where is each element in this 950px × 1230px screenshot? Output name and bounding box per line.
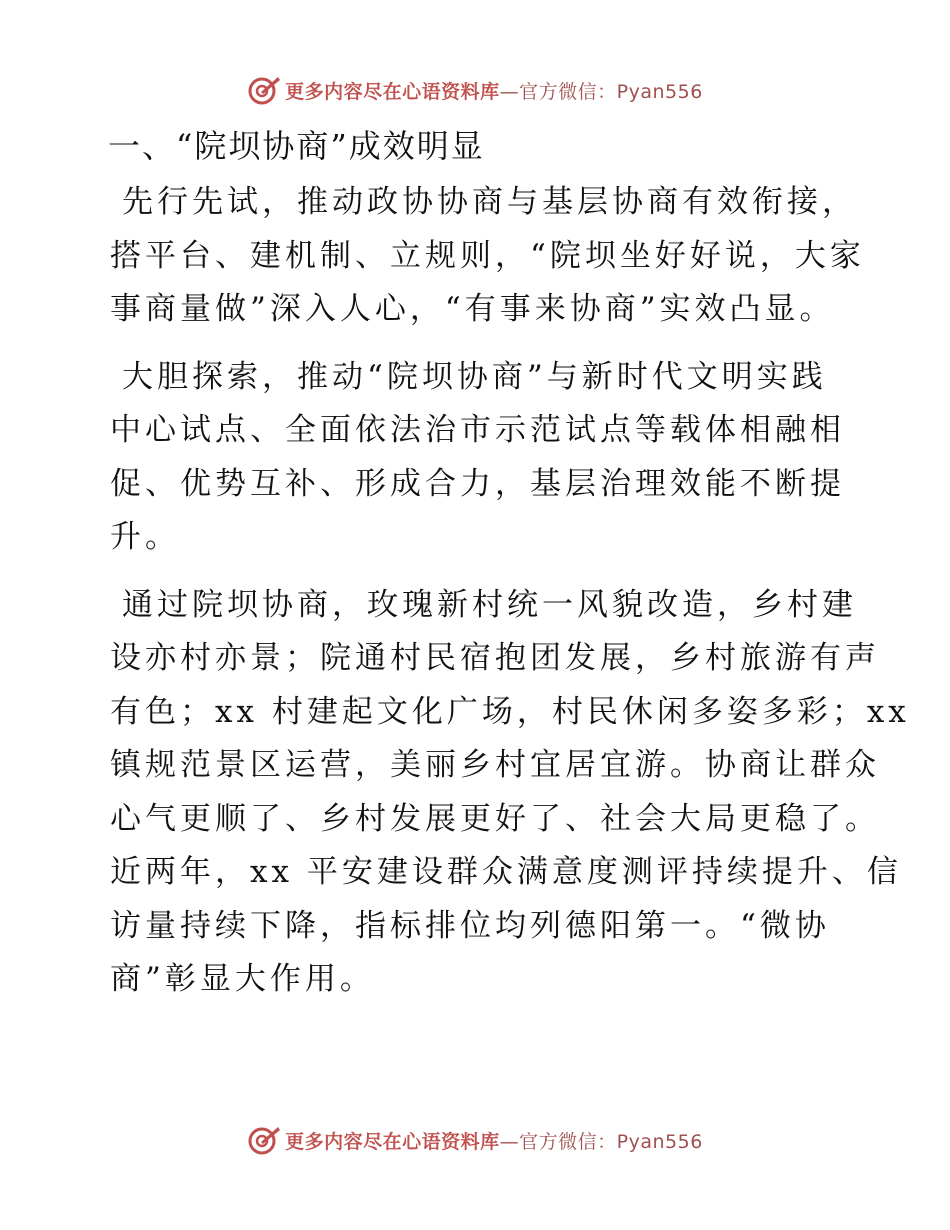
- header-banner: [0, 70, 950, 110]
- document-body: [98, 122, 910, 1021]
- banner-text: [285, 77, 703, 104]
- paragraph-1: [98, 176, 865, 337]
- paragraph-line: 心气更顺了、乡村发展更好了、社会大局更稳了。: [110, 800, 880, 837]
- paragraph-line: 商”彰显大作用。: [110, 961, 375, 997]
- paragraph-line: 访量持续下降，指标排位均列德阳第一。“微协: [110, 907, 830, 944]
- paragraph-line: 事商量做”深入人心，“有事来协商”实效凸显。: [110, 291, 835, 327]
- paragraph-line: 近两年，xx 平安建设群众满意度测评持续提升、信: [110, 854, 902, 890]
- banner-main-text: 更多内容尽在心语资料库: [285, 80, 500, 103]
- banner-dash: —: [499, 1130, 520, 1153]
- paragraph-line: 大胆探索，推动“院坝协商”与新时代文明实践: [122, 358, 827, 395]
- paragraph-3: [98, 579, 910, 1007]
- banner-text: [285, 1127, 703, 1154]
- banner-main-text: 更多内容尽在心语资料库: [285, 1130, 500, 1153]
- paragraph-line: 搭平台、建机制、立规则，“院坝坐好好说，大家: [110, 237, 865, 274]
- banner-dash: —: [499, 80, 520, 103]
- paragraph-line: 设亦村亦景；院通村民宿抱团发展，乡村旅游有声: [110, 640, 880, 676]
- pen-circle-logo-icon: [247, 73, 281, 107]
- banner-contact-text: 官方微信：Pyan556: [519, 80, 703, 103]
- paragraph-line: 促、优势互补、形成合力，基层治理效能不断提: [110, 465, 845, 502]
- paragraph-line: 镇规范景区运营，美丽乡村宜居宜游。协商让群众: [110, 747, 880, 783]
- pen-circle-logo-icon: [247, 1123, 281, 1157]
- paragraph-line: 中心试点、全面依法治市示范试点等载体相融相: [110, 412, 845, 448]
- paragraph-line: 升。: [110, 519, 180, 555]
- footer-banner: [0, 1120, 950, 1160]
- paragraph-line: 先行先试，推动政协协商与基层协商有效衔接，: [122, 184, 857, 220]
- banner-contact-text: 官方微信：Pyan556: [519, 1130, 703, 1153]
- paragraph-line: 有色；xx 村建起文化广场，村民休闲多姿多彩；xx: [110, 693, 910, 730]
- section-heading: 一、“院坝协商”成效明显: [108, 127, 485, 165]
- paragraph-2: [98, 351, 858, 565]
- paragraph-line: 通过院坝协商，玫瑰新村统一风貌改造，乡村建: [122, 586, 857, 623]
